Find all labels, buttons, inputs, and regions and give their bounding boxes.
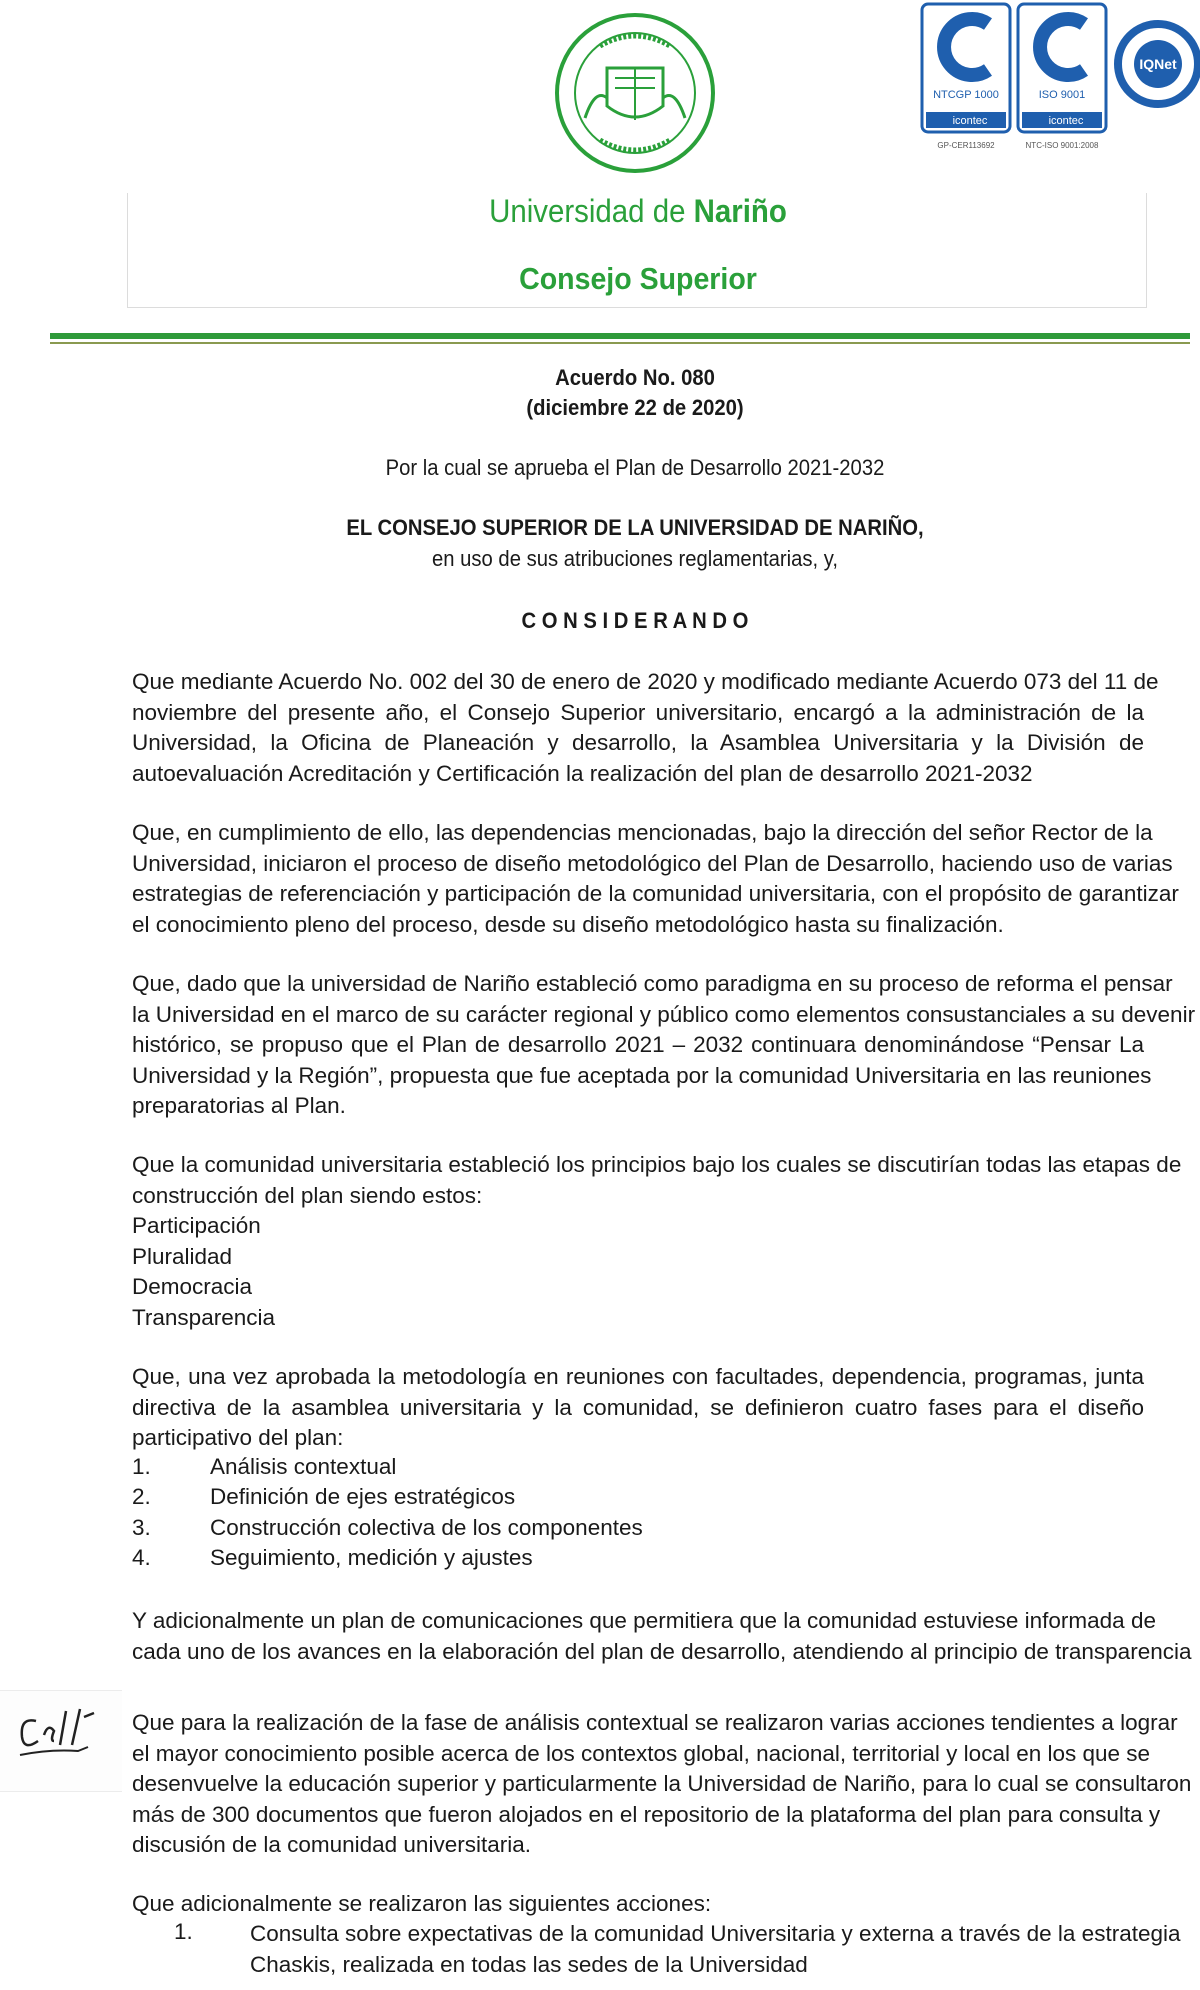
paragraph-5: Que, una vez aprobada la metodología en reuniones con facultades, dependencia, programas, junta directiva de la asamblea universitaria y la comunidad, se definieron cuatro fases para el diseño participativo del plan:	[132, 1364, 1144, 1450]
action-item: Consulta sobre expectativas de la comunidad Universitaria y externa a través de la estrategia Chaskis, realizada en todas las sedes de la Universidad	[250, 1921, 1181, 1977]
paragraph-2: Que, en cumplimiento de ello, las dependencias mencionadas, bajo la dirección del señor Rector de la Universidad, iniciaron el proceso de diseño metodológico del Plan de Desarrollo, haciendo uso de varias estrategias de referenciación y participación de la comunidad universitaria, con el propósito de garantizar el conocimiento pleno del proceso, desde su diseño metodológico hasta su finalización.	[132, 820, 1179, 937]
principle-item: Pluralidad	[132, 1243, 233, 1269]
phase-number: 1.	[132, 1454, 151, 1479]
phase-text: Seguimiento, medición y ajustes	[210, 1545, 533, 1570]
phase-text: Análisis contextual	[210, 1454, 397, 1479]
principle-item: Democracia	[132, 1274, 253, 1299]
phase-number: 2.	[132, 1484, 151, 1509]
phase-text: Construcción colectiva de los componentes	[210, 1515, 643, 1540]
iqnet-label: IQNet	[1139, 56, 1177, 72]
certification-logos	[918, 2, 1200, 157]
cert1-label: NTCGP 1000	[933, 89, 999, 101]
authority-heading: EL CONSEJO SUPERIOR DE LA UNIVERSIDAD DE NARIÑO,	[346, 515, 924, 540]
powers-line: en uso de sus atribuciones reglamentarias, y,	[432, 546, 838, 571]
cert1-code: GP-CER113692	[937, 141, 995, 150]
principle-item: Participación	[132, 1213, 261, 1238]
paragraph-3: Que, dado que la universidad de Nariño estableció como paradigma en su proceso de reforma el pensar la Universidad en el marco de su carácter regional y público como elementos consustanciales a su devenir histórico, se propuso que el Plan de desarrollo 2021 – 2032 continuara denominándose “Pensar La Universidad y la Región”, propuesta que fue aceptada por la comunidad Universitaria en las reuniones preparatorias al Plan.	[132, 971, 1196, 1118]
phase-text: Definición de ejes estratégicos	[210, 1484, 516, 1509]
phase-number: 4.	[132, 1545, 151, 1570]
paragraph-6: Y adicionalmente un plan de comunicaciones que permitiera que la comunidad estuviese informada de cada uno de los avances en la elaboración del plan de desarrollo, atendiendo al principio de transparencia	[132, 1608, 1192, 1664]
cert2-sub: icontec	[1048, 115, 1084, 127]
cert1-sub: icontec	[952, 115, 988, 127]
university-title: Universidad de Nariño	[489, 193, 787, 229]
council-title: Consejo Superior	[519, 261, 757, 296]
paragraph-7: Que para la realización de la fase de análisis contextual se realizaron varias acciones tendientes a lograr el mayor conocimiento posible acerca de los contextos global, nacional, territorial y local en los que se desenvuelve la educación superior y particularmente la Universidad de Nariño, para lo cual se consultaron más de 300 documentos que fueron alojados en el repositorio de la plataforma del plan para consulta y discusión de la comunidad universitaria.	[132, 1710, 1192, 1857]
paragraph-4: Que la comunidad universitaria estableció los principios bajo los cuales se discutirían todas las etapas de construcción del plan siendo estos: Participación Pluralidad Democracia Transparencia	[132, 1150, 1144, 1333]
header-box	[127, 193, 1147, 308]
agreement-number: Acuerdo No. 080	[555, 365, 715, 390]
university-seal-logo	[545, 8, 725, 178]
paragraph-8: Que adicionalmente se realizaron las siguientes acciones:	[132, 1891, 712, 1916]
agreement-subject: Por la cual se aprueba el Plan de Desarrollo 2021-2032	[385, 455, 885, 480]
principle-item: Transparencia	[132, 1304, 275, 1330]
phase-number: 3.	[132, 1515, 151, 1540]
cert2-code: NTC-ISO 9001:2008	[1025, 141, 1099, 150]
agreement-date: (diciembre 22 de 2020)	[526, 395, 744, 420]
handwritten-initials	[0, 1690, 122, 1792]
action-number: 1.	[174, 1919, 193, 1944]
paragraph-1: Que mediante Acuerdo No. 002 del 30 de enero de 2020 y modificado mediante Acuerdo 073 del 11 de noviembre del presente año, el Consejo Superior universitario, encargó a la administración de la Universidad, la Oficina de Planeación y desarrollo, la Asamblea Universitaria y la División de autoevaluación Acreditación y Certificación la realización del plan de desarrollo 2021-2032	[132, 669, 1159, 786]
cert2-label: ISO 9001	[1038, 89, 1086, 101]
header-rule	[50, 333, 1190, 339]
header-rule-thin	[50, 342, 1190, 344]
considering-heading: C O N S I D E R A N D O	[521, 608, 749, 633]
